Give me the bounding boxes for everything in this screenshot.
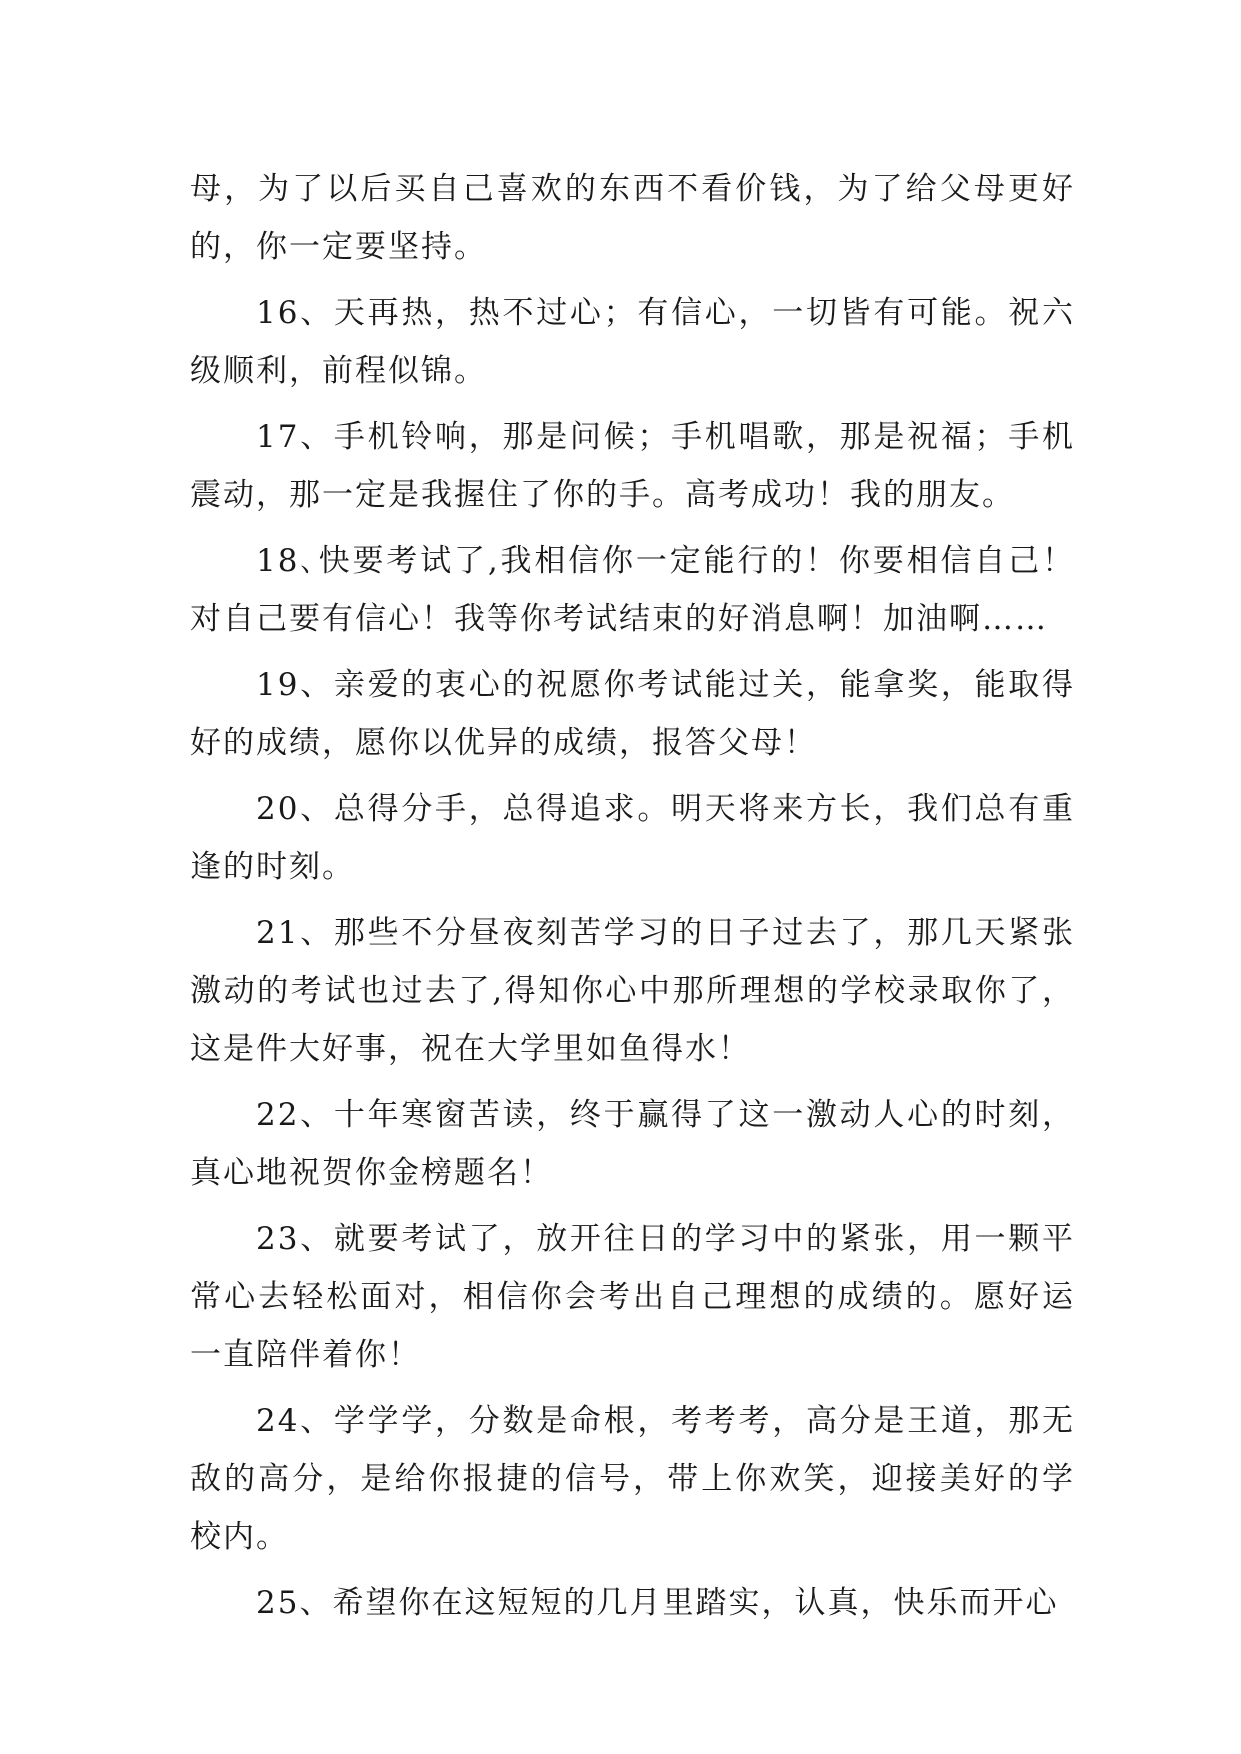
paragraph-continuation: 母，为了以后买自己喜欢的东西不看价钱，为了给父母更好的，你一定要坚持。 <box>190 171 1075 265</box>
paragraph-22: 22、十年寒窗苦读，终于赢得了这一激动人心的时刻，真心地祝贺你金榜题名！ <box>190 1097 1075 1191</box>
paragraph-23: 23、就要考试了，放开往日的学习中的紧张，用一颗平常心去轻松面对，相信你会考出自己理想的成绩的。愿好运一直陪伴着你！ <box>190 1221 1075 1373</box>
paragraph-19: 19、亲爱的衷心的祝愿你考试能过关，能拿奖，能取得好的成绩，愿你以优异的成绩，报答父母！ <box>190 667 1075 761</box>
document-body <box>190 160 1075 1640</box>
paragraph-17: 17、手机铃响，那是问候；手机唱歌，那是祝福；手机震动，那一定是我握住了你的手。高考成功！我的朋友。 <box>190 419 1075 513</box>
paragraph-18: 18､快要考试了,我相信你一定能行的！你要相信自己！对自己要有信心！我等你考试结束的好消息啊！加油啊…… <box>190 543 1075 637</box>
paragraph-24: 24、学学学，分数是命根，考考考，高分是王道，那无敌的高分，是给你报捷的信号，带上你欢笑，迎接美好的学校内。 <box>190 1403 1075 1555</box>
paragraph-21: 21、那些不分昼夜刻苦学习的日子过去了，那几天紧张激动的考试也过去了,得知你心中那所理想的学校录取你了，这是件大好事，祝在大学里如鱼得水！ <box>190 915 1075 1067</box>
paragraph-16: 16、天再热，热不过心；有信心，一切皆有可能。祝六级顺利，前程似锦。 <box>190 295 1075 389</box>
paragraph-20: 20、总得分手，总得追求。明天将来方长，我们总有重逢的时刻。 <box>190 791 1075 885</box>
paragraph-25: 25、希望你在这短短的几月里踏实，认真，快乐而开心 <box>256 1585 1059 1621</box>
